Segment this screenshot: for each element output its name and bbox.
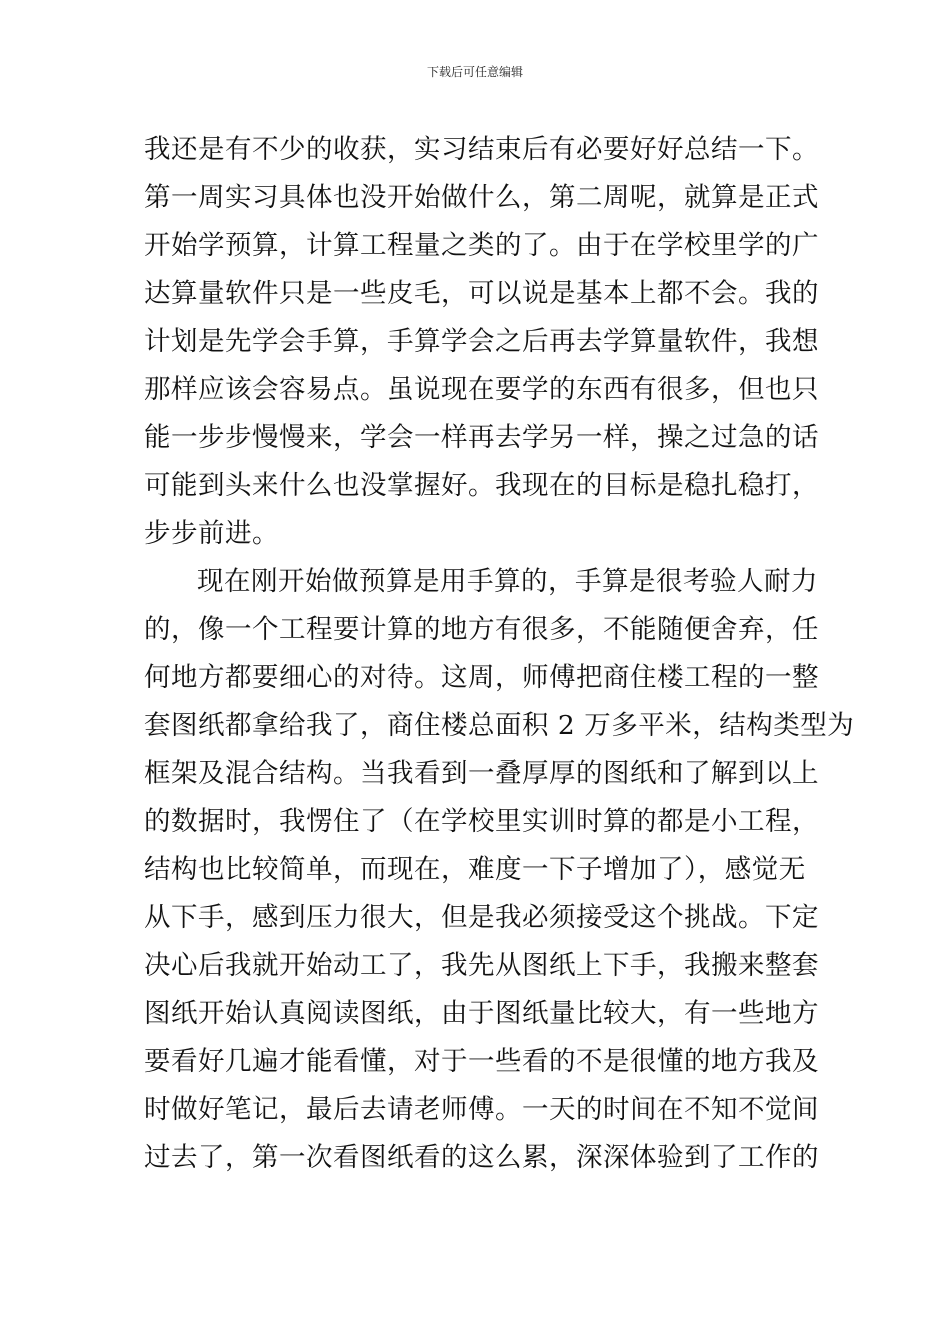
text-line: 的，像一个工程要计算的地方有很多，不能随便舍弃，任 xyxy=(144,614,819,645)
text-line: 可能到头来什么也没掌握好。我现在的目标是稳扎稳打， xyxy=(144,470,819,501)
text-line: 计划是先学会手算，手算学会之后再去学算量软件，我想 xyxy=(144,326,819,357)
text-line: 达算量软件只是一些皮毛，可以说是基本上都不会。我的 xyxy=(144,278,819,309)
text-line: 套图纸都拿给我了，商住楼总面积 2 万多平米，结构类型为 xyxy=(144,710,855,741)
paragraph-2 xyxy=(144,558,855,1182)
text-line: 那样应该会容易点。虽说现在要学的东西有很多，但也只 xyxy=(144,374,819,405)
page-header: 下载后可任意编辑 xyxy=(426,65,523,79)
text-line: 要看好几遍才能看懂，对于一些看的不是很懂的地方我及 xyxy=(144,1046,819,1077)
text-line: 能一步步慢慢来，学会一样再去学另一样，操之过急的话 xyxy=(144,422,819,453)
text-line: 第一周实习具体也没开始做什么，第二周呢，就算是正式 xyxy=(144,182,819,213)
text-line: 框架及混合结构。当我看到一叠厚厚的图纸和了解到以上 xyxy=(144,758,819,789)
paragraph-1 xyxy=(144,126,819,558)
text-line: 的数据时，我愣住了（在学校里实训时算的都是小工程， xyxy=(144,806,819,837)
text-line: 现在刚开始做预算是用手算的，手算是很考验人耐力 xyxy=(197,566,818,597)
text-line: 决心后我就开始动工了，我先从图纸上下手，我搬来整套 xyxy=(144,950,819,981)
text-line: 开始学预算，计算工程量之类的了。由于在学校里学的广 xyxy=(144,230,819,261)
text-line: 我还是有不少的收获，实习结束后有必要好好总结一下。 xyxy=(144,134,819,165)
text-line: 时做好笔记，最后去请老师傅。一天的时间在不知不觉间 xyxy=(144,1094,819,1125)
text-line: 结构也比较简单，而现在，难度一下子增加了），感觉无 xyxy=(144,854,806,885)
text-line: 步步前进。 xyxy=(144,518,279,549)
text-line: 图纸开始认真阅读图纸，由于图纸量比较大，有一些地方 xyxy=(144,998,819,1029)
document-body xyxy=(144,126,855,1182)
text-line: 过去了，第一次看图纸看的这么累，深深体验到了工作的 xyxy=(144,1142,819,1173)
text-line: 何地方都要细心的对待。这周，师傅把商住楼工程的一整 xyxy=(144,662,819,693)
text-line: 从下手，感到压力很大，但是我必须接受这个挑战。下定 xyxy=(144,902,819,933)
